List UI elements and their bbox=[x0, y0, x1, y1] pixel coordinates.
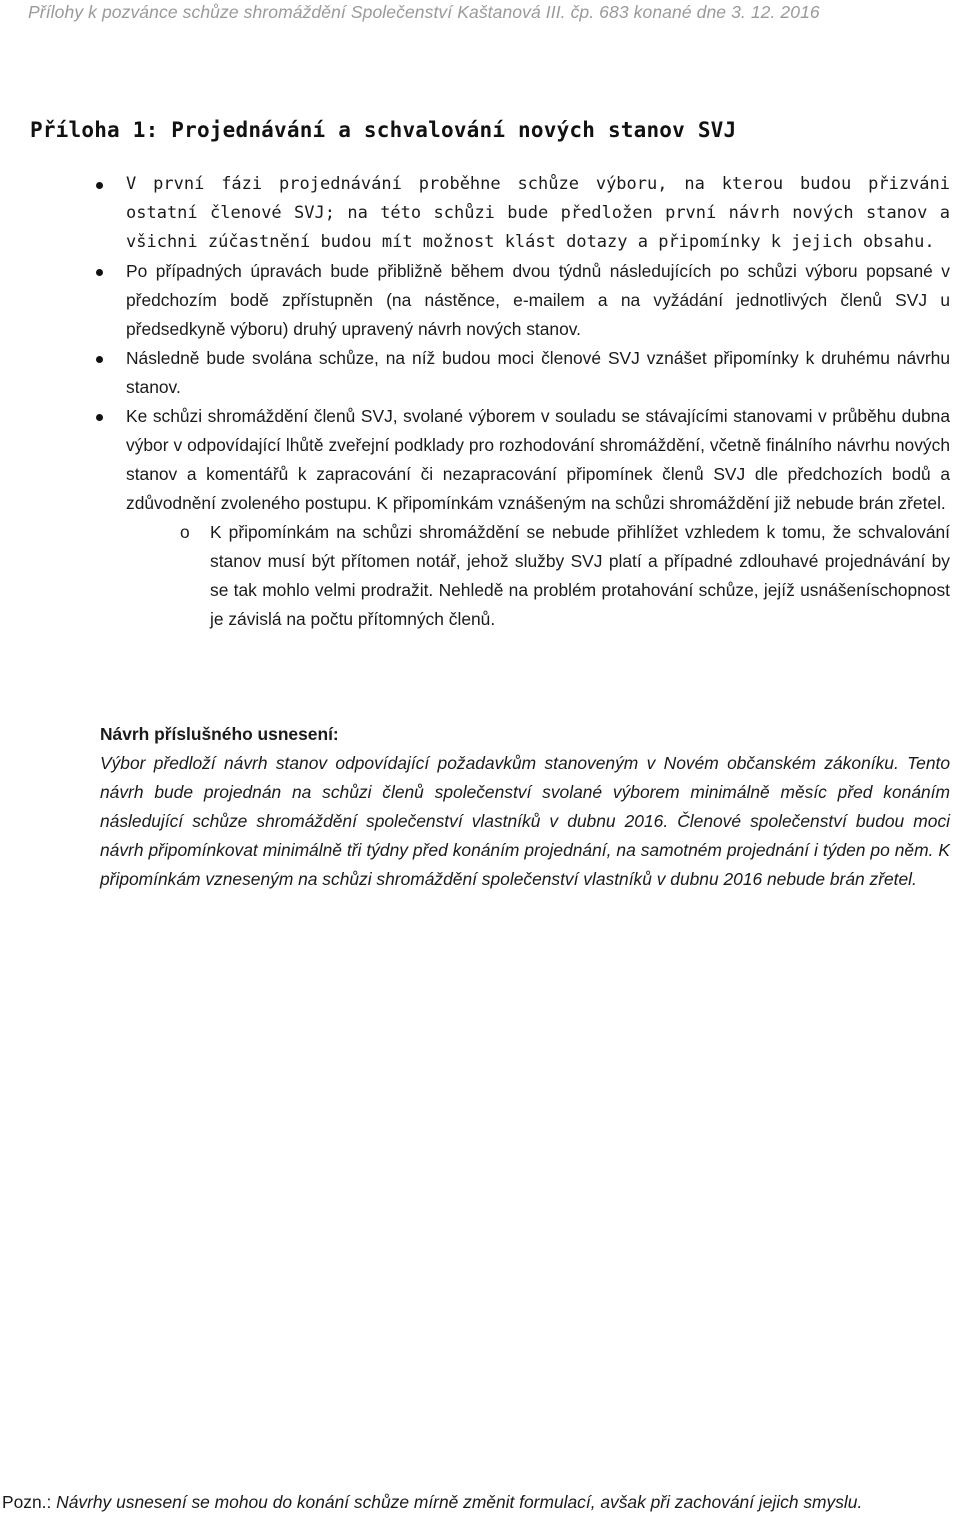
page-footer bbox=[2, 1492, 862, 1513]
sub-list-item-text: K připomínkám na schůzi shromáždění se nebude přihlížet vzhledem k tomu, že schvalování stanov musí být přítomen notář, jehož služby SVJ platí a případné zdlouhavé projednávání by se tak mohlo velmi prodražit. Nehledě na problém protahování schůze, jejíž usnášeníschopnost je závislá na počtu přítomných členů. bbox=[210, 522, 950, 629]
list-item-text: Po případných úpravách bude přibližně během dvou týdnů následujících po schůzi výboru popsané v předchozím bodě zpřístupněn (na nástěnce, e-mailem a na vyžádání jednotlivých členů SVJ u předsedkyně výboru) druhý upravený návrh nových stanov. bbox=[126, 261, 950, 339]
bullet-icon bbox=[96, 356, 103, 363]
bullet-icon bbox=[96, 269, 103, 276]
bullet-icon bbox=[96, 182, 103, 189]
resolution-block bbox=[100, 720, 950, 894]
resolution-text: Výbor předloží návrh stanov odpovídající požadavkům stanoveným v Novém občanském zákoníku. Tento návrh bude projednán na schůzi členů společenství svolané výborem minimálně měsíc před konáním následující schůze shromáždění společenství vlastníků v dubnu 2016. Členové společenství budou moci návrh připomínkovat minimálně tři týdny před konáním projednání, na samotném projednání i týden po něm. K připomínkám vzneseným na schůzi shromáždění společenství vlastníků v dubnu 2016 nebude brán zřetel. bbox=[100, 753, 950, 889]
list-item bbox=[96, 257, 950, 344]
bullet-icon bbox=[96, 414, 103, 421]
resolution-heading: Návrh příslušného usnesení: bbox=[100, 724, 339, 744]
footer-text: Návrhy usnesení se mohou do konání schůze mírně změnit formulací, avšak při zachování jejich smyslu. bbox=[56, 1492, 863, 1512]
page-header: Přílohy k pozvánce schůze shromáždění Společenství Kaštanová III. čp. 683 konané dne 3. 12. 2016 bbox=[28, 2, 820, 22]
list-item bbox=[96, 402, 950, 634]
list-item bbox=[96, 344, 950, 402]
list-item-text: Následně bude svolána schůze, na níž budou moci členové SVJ vznášet připomínky k druhému návrhu stanov. bbox=[126, 348, 950, 397]
procedure-list bbox=[96, 170, 950, 634]
sub-bullet-marker: o bbox=[180, 522, 190, 542]
section-title: Příloha 1: Projednávání a schvalování nových stanov SVJ bbox=[30, 118, 737, 142]
list-item-text: V první fázi projednávání proběhne schůze výboru, na kterou budou přizváni ostatní členové SVJ; na této schůzi bude předložen první návrh nových stanov a všichni zúčastnění budou mít možnost klást dotazy a připomínky k jejich obsahu. bbox=[126, 174, 950, 252]
sub-list-item bbox=[180, 518, 950, 634]
list-item bbox=[96, 170, 950, 257]
list-item-text: Ke schůzi shromáždění členů SVJ, svolané výborem v souladu se stávajícími stanovami v průběhu dubna výbor v odpovídající lhůtě zveřejní podklady pro rozhodování shromáždění, včetně finálního návrhu nových stanov a komentářů k zapracování či nezapracování připomínek členů SVJ dle předchozích bodů a zdůvodnění zvoleného postupu. K připomínkám vznášeným na schůzi shromáždění již nebude brán zřetel. bbox=[126, 406, 950, 513]
sub-list bbox=[180, 518, 950, 634]
footer-label: Pozn.: bbox=[2, 1492, 52, 1512]
